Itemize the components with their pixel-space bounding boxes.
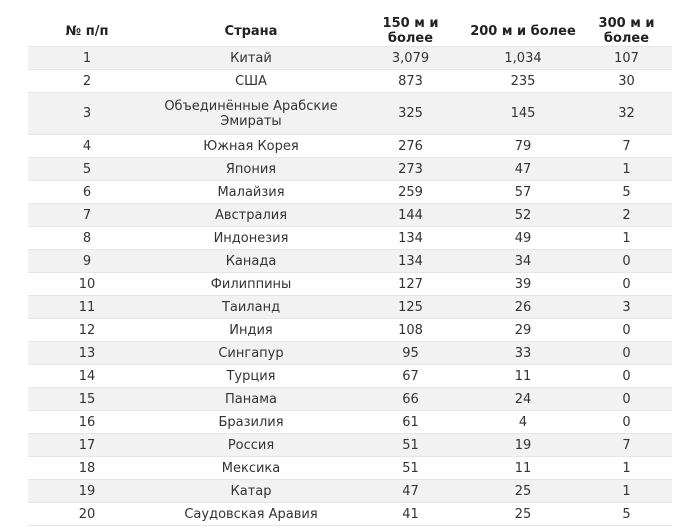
table-body: [28, 47, 672, 526]
cell-300m: 0: [581, 411, 672, 434]
cell-300m: 7: [581, 434, 672, 457]
cell-country: Катар: [146, 480, 356, 503]
table-row: [28, 273, 672, 296]
table-row: [28, 503, 672, 526]
cell-200m: 33: [465, 342, 581, 365]
cell-country: Индия: [146, 319, 356, 342]
cell-200m: 26: [465, 296, 581, 319]
header-number: № п/п: [28, 16, 146, 47]
skyscraper-table: [28, 16, 672, 526]
cell-200m: 4: [465, 411, 581, 434]
cell-150m: 95: [356, 342, 465, 365]
header-300m: 300 м и более: [581, 16, 672, 47]
cell-300m: 0: [581, 250, 672, 273]
cell-country: Объединённые Арабские Эмираты: [146, 93, 356, 135]
cell-300m: 1: [581, 227, 672, 250]
cell-number: 10: [28, 273, 146, 296]
table-row: [28, 388, 672, 411]
cell-150m: 67: [356, 365, 465, 388]
cell-country: Турция: [146, 365, 356, 388]
cell-200m: 49: [465, 227, 581, 250]
cell-number: 14: [28, 365, 146, 388]
cell-country: Канада: [146, 250, 356, 273]
cell-200m: 11: [465, 365, 581, 388]
table-row: [28, 70, 672, 93]
cell-200m: 57: [465, 181, 581, 204]
cell-150m: 144: [356, 204, 465, 227]
table-row: [28, 250, 672, 273]
cell-300m: 5: [581, 181, 672, 204]
cell-300m: 7: [581, 135, 672, 158]
cell-300m: 3: [581, 296, 672, 319]
cell-300m: 0: [581, 319, 672, 342]
cell-country: Мексика: [146, 457, 356, 480]
cell-200m: 79: [465, 135, 581, 158]
cell-number: 7: [28, 204, 146, 227]
cell-200m: 1,034: [465, 47, 581, 70]
cell-150m: 51: [356, 457, 465, 480]
cell-300m: 30: [581, 70, 672, 93]
cell-300m: 1: [581, 158, 672, 181]
cell-number: 15: [28, 388, 146, 411]
header-150m: 150 м и более: [356, 16, 465, 47]
cell-country: Малайзия: [146, 181, 356, 204]
table-row: [28, 93, 672, 135]
cell-200m: 24: [465, 388, 581, 411]
cell-300m: 1: [581, 457, 672, 480]
cell-number: 1: [28, 47, 146, 70]
table-row: [28, 47, 672, 70]
cell-country: Таиланд: [146, 296, 356, 319]
cell-150m: 276: [356, 135, 465, 158]
cell-number: 6: [28, 181, 146, 204]
cell-300m: 0: [581, 273, 672, 296]
table-row: [28, 135, 672, 158]
table-row: [28, 181, 672, 204]
cell-country: Панама: [146, 388, 356, 411]
cell-number: 2: [28, 70, 146, 93]
cell-country: Россия: [146, 434, 356, 457]
cell-number: 20: [28, 503, 146, 526]
cell-country: Китай: [146, 47, 356, 70]
cell-country: Саудовская Аравия: [146, 503, 356, 526]
cell-number: 16: [28, 411, 146, 434]
cell-150m: 134: [356, 250, 465, 273]
cell-number: 9: [28, 250, 146, 273]
cell-150m: 259: [356, 181, 465, 204]
cell-150m: 66: [356, 388, 465, 411]
table-row: [28, 296, 672, 319]
cell-number: 11: [28, 296, 146, 319]
table-row: [28, 158, 672, 181]
table-row: [28, 411, 672, 434]
table-row: [28, 365, 672, 388]
cell-number: 19: [28, 480, 146, 503]
cell-300m: 107: [581, 47, 672, 70]
cell-number: 17: [28, 434, 146, 457]
cell-300m: 2: [581, 204, 672, 227]
cell-150m: 108: [356, 319, 465, 342]
cell-country: Южная Корея: [146, 135, 356, 158]
cell-300m: 0: [581, 342, 672, 365]
cell-country: Австралия: [146, 204, 356, 227]
cell-150m: 273: [356, 158, 465, 181]
cell-300m: 5: [581, 503, 672, 526]
cell-150m: 3,079: [356, 47, 465, 70]
cell-200m: 19: [465, 434, 581, 457]
cell-150m: 51: [356, 434, 465, 457]
cell-number: 4: [28, 135, 146, 158]
table-row: [28, 480, 672, 503]
cell-country: Япония: [146, 158, 356, 181]
cell-150m: 47: [356, 480, 465, 503]
table-row: [28, 204, 672, 227]
cell-200m: 47: [465, 158, 581, 181]
cell-300m: 32: [581, 93, 672, 135]
cell-200m: 52: [465, 204, 581, 227]
cell-150m: 41: [356, 503, 465, 526]
cell-number: 5: [28, 158, 146, 181]
cell-country: США: [146, 70, 356, 93]
cell-300m: 1: [581, 480, 672, 503]
table-row: [28, 457, 672, 480]
cell-150m: 125: [356, 296, 465, 319]
table-row: [28, 227, 672, 250]
cell-country: Сингапур: [146, 342, 356, 365]
cell-200m: 39: [465, 273, 581, 296]
cell-number: 12: [28, 319, 146, 342]
cell-300m: 0: [581, 365, 672, 388]
cell-150m: 61: [356, 411, 465, 434]
table-header: [28, 16, 672, 47]
cell-150m: 325: [356, 93, 465, 135]
cell-200m: 25: [465, 503, 581, 526]
table-row: [28, 434, 672, 457]
cell-300m: 0: [581, 388, 672, 411]
cell-200m: 145: [465, 93, 581, 135]
cell-200m: 11: [465, 457, 581, 480]
cell-150m: 873: [356, 70, 465, 93]
cell-country: Бразилия: [146, 411, 356, 434]
cell-150m: 127: [356, 273, 465, 296]
cell-country: Филиппины: [146, 273, 356, 296]
cell-200m: 29: [465, 319, 581, 342]
header-row: [28, 16, 672, 47]
table-row: [28, 342, 672, 365]
header-200m: 200 м и более: [465, 16, 581, 47]
cell-200m: 25: [465, 480, 581, 503]
cell-number: 18: [28, 457, 146, 480]
cell-number: 13: [28, 342, 146, 365]
cell-number: 3: [28, 93, 146, 135]
table-row: [28, 319, 672, 342]
header-country: Страна: [146, 16, 356, 47]
cell-200m: 34: [465, 250, 581, 273]
cell-200m: 235: [465, 70, 581, 93]
cell-150m: 134: [356, 227, 465, 250]
cell-number: 8: [28, 227, 146, 250]
cell-country: Индонезия: [146, 227, 356, 250]
